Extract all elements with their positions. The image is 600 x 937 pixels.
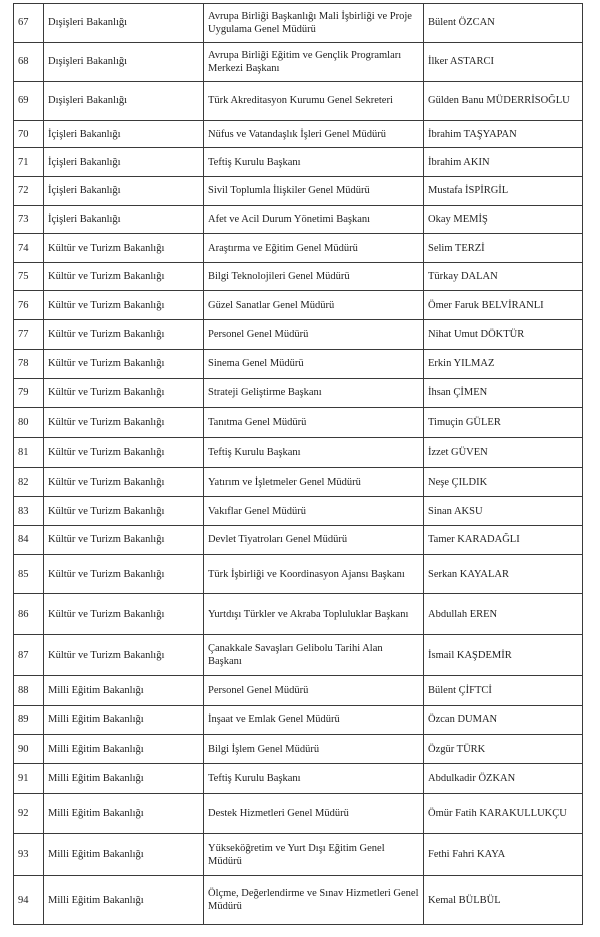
table-row [14, 763, 583, 793]
appointments-table [13, 3, 583, 925]
row-number: 85 [14, 554, 44, 594]
ministry-cell: Kültür ve Turizm Bakanlığı [44, 526, 204, 555]
ministry-cell: İçişleri Bakanlığı [44, 148, 204, 177]
name-cell: Abdulkadir ÖZKAN [424, 763, 583, 793]
row-number: 73 [14, 205, 44, 234]
ministry-cell: Kültür ve Turizm Bakanlığı [44, 497, 204, 526]
table-row [14, 320, 583, 350]
row-number: 84 [14, 526, 44, 555]
table-row [14, 675, 583, 705]
table-row [14, 834, 583, 876]
table-row [14, 467, 583, 497]
position-cell: Destek Hizmetleri Genel Müdürü [204, 793, 424, 834]
row-number: 83 [14, 497, 44, 526]
ministry-cell: Kültür ve Turizm Bakanlığı [44, 437, 204, 467]
name-cell: Kemal BÜLBÜL [424, 876, 583, 925]
row-number: 77 [14, 320, 44, 350]
position-cell: Teftiş Kurulu Başkanı [204, 763, 424, 793]
name-cell: İsmail KAŞDEMİR [424, 635, 583, 676]
position-cell: Teftiş Kurulu Başkanı [204, 148, 424, 177]
row-number: 82 [14, 467, 44, 497]
position-cell: İnşaat ve Emlak Genel Müdürü [204, 705, 424, 735]
position-cell: Sivil Toplumla İlişkiler Genel Müdürü [204, 176, 424, 205]
table-row [14, 635, 583, 676]
position-cell: Sinema Genel Müdürü [204, 349, 424, 378]
ministry-cell: Kültür ve Turizm Bakanlığı [44, 320, 204, 350]
name-cell: Mustafa İSPİRGİL [424, 176, 583, 205]
row-number: 79 [14, 378, 44, 408]
name-cell: Erkin YILMAZ [424, 349, 583, 378]
row-number: 90 [14, 735, 44, 764]
name-cell: Abdullah EREN [424, 594, 583, 635]
table-body [14, 4, 583, 925]
row-number: 91 [14, 763, 44, 793]
row-number: 88 [14, 675, 44, 705]
name-cell: Sinan AKSU [424, 497, 583, 526]
ministry-cell: Milli Eğitim Bakanlığı [44, 705, 204, 735]
name-cell: Özcan DUMAN [424, 705, 583, 735]
name-cell: Türkay DALAN [424, 262, 583, 291]
ministry-cell: Milli Eğitim Bakanlığı [44, 735, 204, 764]
table-row [14, 349, 583, 378]
table-row [14, 176, 583, 205]
table-row [14, 876, 583, 925]
ministry-cell: Kültür ve Turizm Bakanlığı [44, 234, 204, 263]
row-number: 87 [14, 635, 44, 676]
table-row [14, 42, 583, 82]
ministry-cell: Kültür ve Turizm Bakanlığı [44, 467, 204, 497]
table-row [14, 205, 583, 234]
row-number: 69 [14, 82, 44, 121]
row-number: 67 [14, 4, 44, 43]
ministry-cell: İçişleri Bakanlığı [44, 176, 204, 205]
position-cell: Devlet Tiyatroları Genel Müdürü [204, 526, 424, 555]
ministry-cell: Dışişleri Bakanlığı [44, 4, 204, 43]
position-cell: Personel Genel Müdürü [204, 320, 424, 350]
table-row [14, 735, 583, 764]
ministry-cell: Kültür ve Turizm Bakanlığı [44, 554, 204, 594]
ministry-cell: Kültür ve Turizm Bakanlığı [44, 378, 204, 408]
row-number: 70 [14, 120, 44, 148]
row-number: 75 [14, 262, 44, 291]
position-cell: Araştırma ve Eğitim Genel Müdürü [204, 234, 424, 263]
position-cell: Tanıtma Genel Müdürü [204, 408, 424, 438]
ministry-cell: Kültür ve Turizm Bakanlığı [44, 594, 204, 635]
name-cell: Bülent ÇİFTCİ [424, 675, 583, 705]
position-cell: Türk İşbirliği ve Koordinasyon Ajansı Başkanı [204, 554, 424, 594]
ministry-cell: İçişleri Bakanlığı [44, 120, 204, 148]
name-cell: Serkan KAYALAR [424, 554, 583, 594]
ministry-cell: Kültür ve Turizm Bakanlığı [44, 262, 204, 291]
row-number: 89 [14, 705, 44, 735]
position-cell: Yükseköğretim ve Yurt Dışı Eğitim Genel Müdürü [204, 834, 424, 876]
table-row [14, 437, 583, 467]
position-cell: Personel Genel Müdürü [204, 675, 424, 705]
ministry-cell: Kültür ve Turizm Bakanlığı [44, 635, 204, 676]
row-number: 92 [14, 793, 44, 834]
ministry-cell: Kültür ve Turizm Bakanlığı [44, 408, 204, 438]
table-row [14, 594, 583, 635]
ministry-cell: Milli Eğitim Bakanlığı [44, 763, 204, 793]
ministry-cell: Kültür ve Turizm Bakanlığı [44, 349, 204, 378]
table-row [14, 408, 583, 438]
table-row [14, 82, 583, 121]
table-row [14, 148, 583, 177]
ministry-cell: Milli Eğitim Bakanlığı [44, 834, 204, 876]
table-row [14, 554, 583, 594]
table-row [14, 234, 583, 263]
table-row [14, 262, 583, 291]
position-cell: Güzel Sanatlar Genel Müdürü [204, 291, 424, 320]
row-number: 86 [14, 594, 44, 635]
position-cell: Ölçme, Değerlendirme ve Sınav Hizmetleri Genel Müdürü [204, 876, 424, 925]
name-cell: Bülent ÖZCAN [424, 4, 583, 43]
row-number: 68 [14, 42, 44, 82]
ministry-cell: Kültür ve Turizm Bakanlığı [44, 291, 204, 320]
row-number: 94 [14, 876, 44, 925]
position-cell: Türk Akreditasyon Kurumu Genel Sekreteri [204, 82, 424, 121]
position-cell: Nüfus ve Vatandaşlık İşleri Genel Müdürü [204, 120, 424, 148]
name-cell: Tamer KARADAĞLI [424, 526, 583, 555]
name-cell: Ömer Faruk BELVİRANLI [424, 291, 583, 320]
table-row [14, 526, 583, 555]
name-cell: İhsan ÇİMEN [424, 378, 583, 408]
position-cell: Yatırım ve İşletmeler Genel Müdürü [204, 467, 424, 497]
name-cell: Özgür TÜRK [424, 735, 583, 764]
name-cell: Fethi Fahri KAYA [424, 834, 583, 876]
name-cell: Okay MEMİŞ [424, 205, 583, 234]
table-row [14, 378, 583, 408]
position-cell: Avrupa Birliği Başkanlığı Mali İşbirliği ve Proje Uygulama Genel Müdürü [204, 4, 424, 43]
row-number: 80 [14, 408, 44, 438]
name-cell: Ömür Fatih KARAKULLUKÇU [424, 793, 583, 834]
ministry-cell: Milli Eğitim Bakanlığı [44, 793, 204, 834]
table-row [14, 4, 583, 43]
row-number: 72 [14, 176, 44, 205]
row-number: 76 [14, 291, 44, 320]
position-cell: Bilgi İşlem Genel Müdürü [204, 735, 424, 764]
name-cell: Timuçin GÜLER [424, 408, 583, 438]
table-row [14, 705, 583, 735]
ministry-cell: İçişleri Bakanlığı [44, 205, 204, 234]
table-row [14, 291, 583, 320]
position-cell: Bilgi Teknolojileri Genel Müdürü [204, 262, 424, 291]
position-cell: Avrupa Birliği Eğitim ve Gençlik Programları Merkezi Başkanı [204, 42, 424, 82]
table-row [14, 497, 583, 526]
name-cell: İlker ASTARCI [424, 42, 583, 82]
name-cell: Selim TERZİ [424, 234, 583, 263]
name-cell: Nihat Umut DÖKTÜR [424, 320, 583, 350]
row-number: 93 [14, 834, 44, 876]
position-cell: Afet ve Acil Durum Yönetimi Başkanı [204, 205, 424, 234]
ministry-cell: Dışişleri Bakanlığı [44, 82, 204, 121]
position-cell: Strateji Geliştirme Başkanı [204, 378, 424, 408]
row-number: 71 [14, 148, 44, 177]
name-cell: İbrahim AKIN [424, 148, 583, 177]
table-row [14, 120, 583, 148]
name-cell: İbrahim TAŞYAPAN [424, 120, 583, 148]
name-cell: Gülden Banu MÜDERRİSOĞLU [424, 82, 583, 121]
row-number: 81 [14, 437, 44, 467]
row-number: 78 [14, 349, 44, 378]
ministry-cell: Milli Eğitim Bakanlığı [44, 675, 204, 705]
name-cell: Neşe ÇILDIK [424, 467, 583, 497]
position-cell: Çanakkale Savaşları Gelibolu Tarihi Alan Başkanı [204, 635, 424, 676]
name-cell: İzzet GÜVEN [424, 437, 583, 467]
table-row [14, 793, 583, 834]
position-cell: Yurtdışı Türkler ve Akraba Topluluklar Başkanı [204, 594, 424, 635]
ministry-cell: Dışişleri Bakanlığı [44, 42, 204, 82]
ministry-cell: Milli Eğitim Bakanlığı [44, 876, 204, 925]
position-cell: Teftiş Kurulu Başkanı [204, 437, 424, 467]
position-cell: Vakıflar Genel Müdürü [204, 497, 424, 526]
row-number: 74 [14, 234, 44, 263]
